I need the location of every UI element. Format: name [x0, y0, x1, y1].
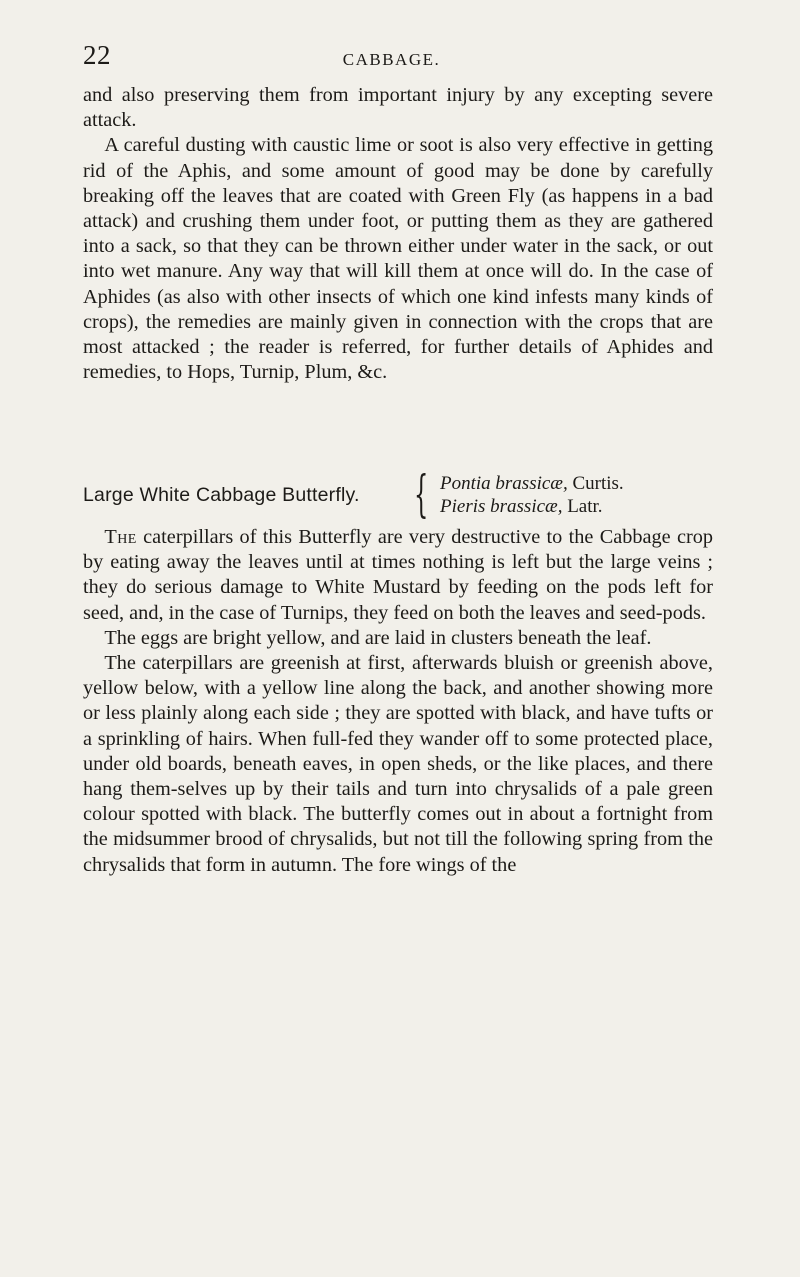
- synonym-1-name: Pontia brassicæ,: [440, 473, 568, 494]
- paragraph: The eggs are bright yellow, and are laid in clusters beneath the leaf.: [104, 626, 652, 649]
- intro-text: [83, 83, 713, 385]
- synonym-2-name: Pieris brassicæ,: [440, 496, 563, 517]
- body-text: [83, 525, 713, 878]
- section-heading: [83, 465, 713, 523]
- paragraph: A careful dusting with caustic lime or soot is also very effective in getting rid of the Aphis, and some amount of good may be done by carefully breaking off the leaves that are coated with Green Fly (as happens in a bad attack) and crushing them under foot, or putting them as they are gathered into a sack, so that they can be thrown either under water in the sack, or out into wet manure. Any way that will kill them at once will do. In the case of Aphides (as also with other insects of which one kind infests many kinds of crops), the remedies are mainly given in connection with the crops that are most attacked ; the reader is referred, for further details of Aphides and remedies, to Hops, Turnip, Plum, &c.: [83, 134, 713, 384]
- synonym-line-1: [440, 473, 624, 495]
- synonym-line-2: [440, 496, 603, 518]
- paragraph-text: caterpillars of this Butterfly are very destructive to the Cabbage crop by eating away the leaves until at times nothing is left but the large veins ; they do serious damage to White Mustard by feeding on the pods left for seed, and, in the case of Turnips, they feed on both the leaves and seed-pods.: [83, 526, 713, 624]
- synonym-1-author: Curtis.: [572, 473, 624, 494]
- lead-word: The: [104, 526, 137, 548]
- page-header: [83, 40, 700, 80]
- running-head: CABBAGE.: [342, 50, 441, 69]
- paragraph: and also preserving them from important injury by any excepting severe attack.: [83, 84, 713, 132]
- brace-symbol: {: [414, 465, 429, 523]
- synonym-2-author: Latr.: [567, 496, 603, 517]
- page-number: 22: [83, 40, 111, 70]
- section-title: Large White Cabbage Butterfly.: [83, 484, 360, 506]
- paragraph: [83, 525, 713, 626]
- paragraph: The caterpillars are greenish at first, afterwards bluish or greenish above, yellow below, with a yellow line along the back, and another showing more or less plainly along each side ; they are spotted with black, and have tufts or a sprinkling of hairs. When full-fed they wander off to some protected place, under old boards, beneath eaves, in open sheds, or the like places, and there hang them-selves up by their tails and turn into chrysalids of a pale green colour spotted with black. The butterfly comes out in about a fortnight from the midsummer brood of chrysalids, but not till the following spring from the chrysalids that form in autumn. The fore wings of the: [83, 652, 713, 876]
